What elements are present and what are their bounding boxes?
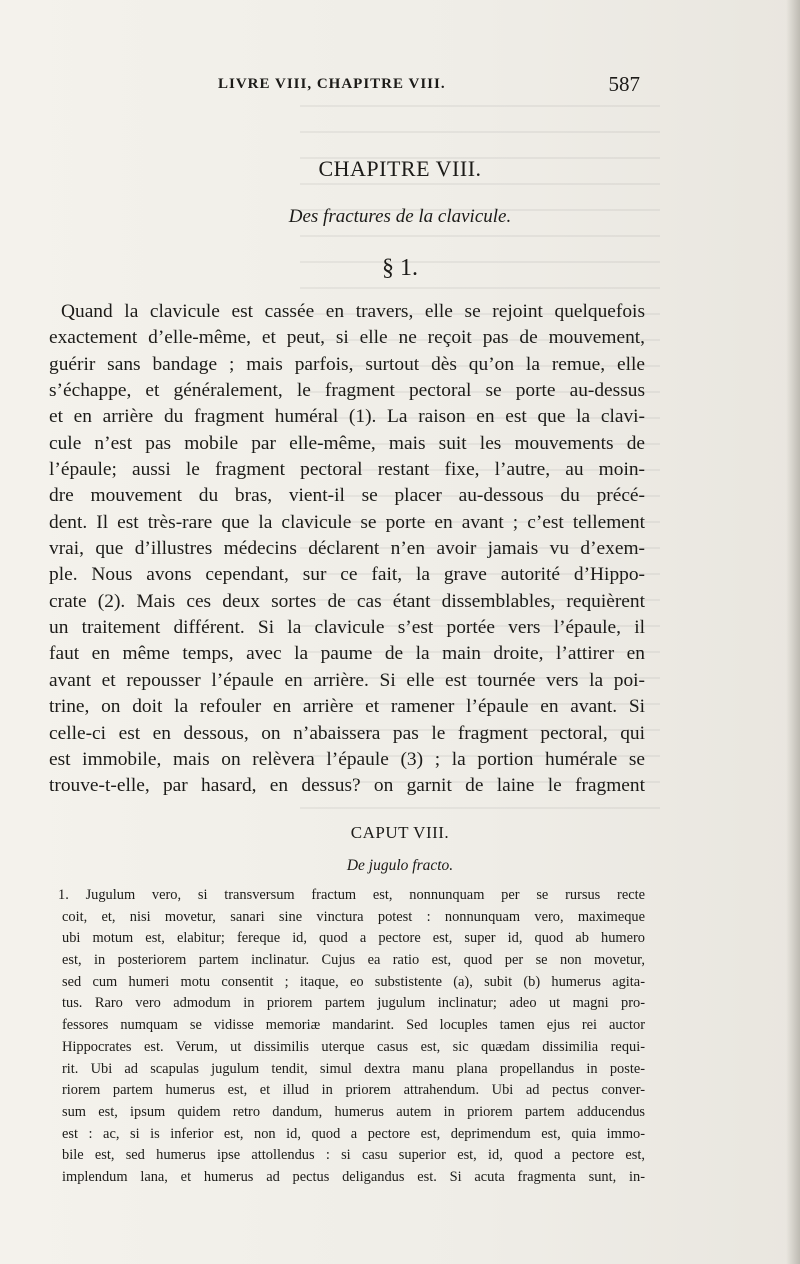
text-line: exactement d’elle-même, et peut, si elle ne reçoit pas de mouvement,: [49, 327, 645, 349]
latin-chapter-heading: CAPUT VIII.: [350, 823, 450, 842]
text-line: trouve-t-elle, par hasard, en dessus? on garnit de laine le fragment: [49, 775, 645, 797]
chapter-subtitle: Des fractures de la clavicule.: [288, 206, 512, 227]
text-line: bile est, sed humerus ipse attollendus : si casu superior est, id, quod a pectore est,: [62, 1147, 645, 1164]
section-number: § 1.: [382, 255, 418, 281]
text-line: est immobile, mais on relèvera l’épaule (3) ; la portion humérale se: [49, 748, 645, 770]
text-line: Hippocrates est. Verum, ut dissimilis uterque casus est, sic quædam dissimilia requi-: [62, 1038, 645, 1055]
text-line: un traitement différent. Si la clavicule s’est portée vers l’épaule, il: [49, 617, 645, 639]
text-line: riorem partem humerus est, et illud in priorem attrahendum. Ubi ad pectus conver-: [62, 1082, 645, 1099]
latin-chapter-subheading: De jugulo fracto.: [346, 857, 454, 874]
text-line: vrai, que d’illustres médecins déclarent n’en avoir jamais vu d’exem-: [49, 538, 645, 560]
text-line: 1. Jugulum vero, si transversum fractum est, nonnunquam per se rursus recte: [58, 887, 645, 903]
page-number: 587: [608, 72, 640, 96]
text-line: dent. Il est très-rare que la clavicule se porte en avant ; c’est tellement: [49, 511, 645, 533]
text-line: est, in posteriorem partem inclinatur. Cujus ea ratio est, quod per se non movetur,: [62, 952, 645, 969]
text-line: faut en même temps, avec la paume de la main droite, l’attirer en: [49, 643, 645, 665]
text-line: crate (2). Mais ces deux sortes de cas étant dissemblables, requièrent: [49, 590, 645, 612]
text-line: sed cum humeri motu consentit ; itaque, eo substistente (a), subit (b) humerus agita-: [62, 973, 645, 990]
text-line: celle-ci est en dessous, on n’abaissera pas le fragment pectoral, qui: [49, 722, 645, 744]
text-line: coit, et, nisi movetur, sanari sine vinctura potest : nonnunquam vero, maximeque: [62, 908, 645, 925]
text-line: et en arrière du fragment huméral (1). La raison en est que la clavi-: [49, 406, 645, 428]
page-edge-shadow: [786, 0, 800, 1264]
page-header: [150, 72, 640, 102]
text-line: ple. Nous avons cependant, sur ce fait, la grave autorité d’Hippo-: [49, 564, 645, 586]
text-line: trine, on doit la refouler en arrière et ramener l’épaule en avant. Si: [49, 696, 645, 718]
text-line: est : ac, si is inferior est, non id, quod a pectore est, deprimendum est, quia immo-: [62, 1125, 645, 1142]
text-line: sum est, ipsum quidem retro dandum, humerus autem in priorem partem adducendus: [62, 1103, 645, 1120]
text-line: cule n’est pas mobile par elle-même, mais suit les mouvements de: [49, 432, 645, 454]
text-line: tus. Raro vero admodum in priorem partem jugulum inclinatur; adeo ut magni pro-: [62, 995, 645, 1012]
chapter-title: CHAPITRE VIII.: [318, 156, 482, 181]
running-head: LIVRE VIII, CHAPITRE VIII.: [218, 76, 446, 92]
latin-paragraph: [58, 885, 645, 1189]
text-line: dre mouvement du bras, vient-il se placer au-dessous du précé-: [49, 485, 645, 507]
text-line: guérir sans bandage ; mais parfois, surtout dès qu’on la remue, elle: [49, 353, 645, 375]
text-line: Quand la clavicule est cassée en travers, elle se rejoint quelquefois: [61, 301, 645, 322]
text-line: rit. Ubi ad scapulas jugulum tendit, simul dextra manu plana propellandus in poste-: [62, 1060, 645, 1077]
text-line: ubi motum est, elabitur; fereque id, quod a pectore est, super id, quod ab humero: [62, 930, 645, 947]
text-line: implendum lana, et humerus ad pectus deligandus est. Si acuta fragmenta sunt, in-: [62, 1168, 645, 1185]
text-line: avant et repousser l’épaule en arrière. Si elle est tournée vers la poi-: [49, 669, 645, 691]
text-line: l’épaule; aussi le fragment pectoral restant fixe, l’autre, au moin-: [49, 459, 645, 481]
french-paragraph: [49, 299, 645, 800]
text-line: s’échappe, et généralement, le fragment pectoral se porte au-dessus: [49, 380, 645, 402]
text-line: fessores numquam se vidisse memoriæ mandarint. Sed locuples tamen ejus rei auctor: [62, 1017, 645, 1034]
